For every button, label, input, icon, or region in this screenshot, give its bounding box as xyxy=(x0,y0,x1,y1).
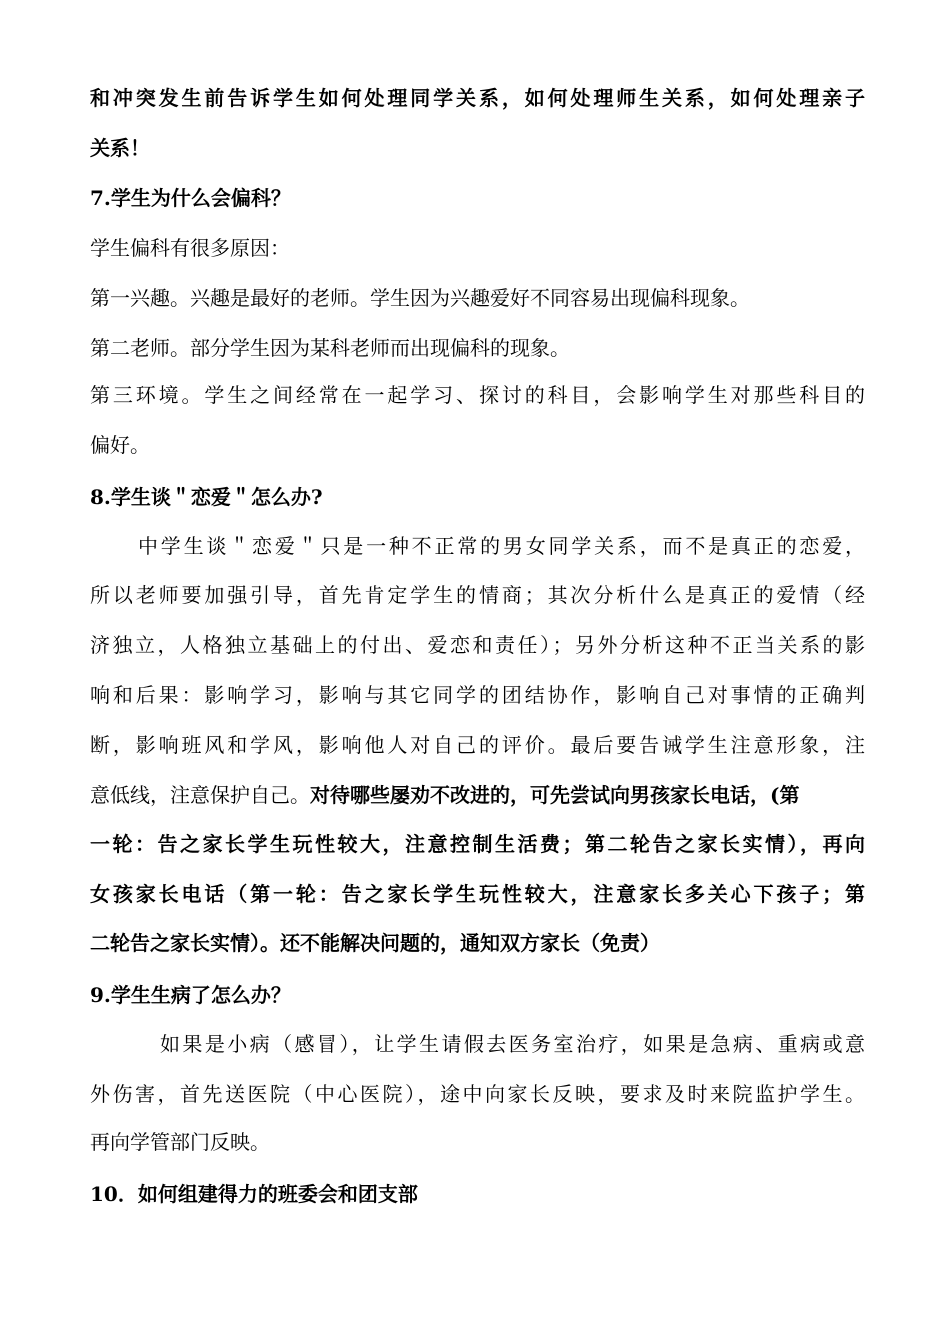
paragraph-line: 外伤害，首先送医院（中心医院），途中向家长反映，要求及时来院监护学生。 xyxy=(90,1082,865,1106)
paragraph-line: 第三环境。学生之间经常在一起学习、探讨的科目，会影响学生对那些科目的 xyxy=(90,383,865,407)
paragraph-line: 再向学管部门反映。 xyxy=(90,1130,270,1154)
paragraph-line: 一轮：告之家长学生玩性较大，注意控制生活费；第二轮告之家长实情），再向 xyxy=(90,832,865,856)
paragraph-line: 关系！ xyxy=(90,136,150,160)
normal-text: 意低线，注意保护自己。 xyxy=(90,783,310,807)
paragraph-line: 响和后果：影响学习，影响与其它同学的团结协作，影响自己对事情的正确判 xyxy=(90,683,865,707)
section-heading-10: 10．如何组建得力的班委会和团支部 xyxy=(90,1182,418,1206)
paragraph-line: 二轮告之家长实情）。还不能解决问题的，通知双方家长（免责） xyxy=(90,931,660,955)
paragraph-line: 和冲突发生前告诉学生如何处理同学关系，如何处理师生关系，如何处理亲子 xyxy=(90,86,865,110)
section-heading-8: 8.学生谈＂恋爱＂怎么办? xyxy=(90,485,323,509)
paragraph-line: 断，影响班风和学风，影响他人对自己的评价。最后要告诫学生注意形象，注 xyxy=(90,733,865,757)
paragraph-line: 第二老师。部分学生因为某科老师而出现偏科的现象。 xyxy=(90,336,570,360)
paragraph-line: 女孩家长电话（第一轮：告之家长学生玩性较大，注意家长多关心下孩子；第 xyxy=(90,882,865,906)
section-heading-7: 7.学生为什么会偏科？ xyxy=(90,186,291,210)
bold-text: 对待哪些屡劝不改进的，可先尝试向男孩家长电话，(第 xyxy=(310,783,800,807)
paragraph-line: 偏好。 xyxy=(90,433,150,457)
paragraph-line: 济独立，人格独立基础上的付出、爱恋和责任）；另外分析这种不正当关系的影 xyxy=(90,633,865,657)
paragraph-line: 所以老师要加强引导，首先肯定学生的情商；其次分析什么是真正的爱情（经 xyxy=(90,583,865,607)
paragraph-line: 学生偏科有很多原因： xyxy=(90,236,290,260)
paragraph-line: 如果是小病（感冒），让学生请假去医务室治疗，如果是急病、重病或意 xyxy=(160,1032,865,1056)
section-heading-9: 9.学生生病了怎么办？ xyxy=(90,983,291,1007)
paragraph-line: 第一兴趣。兴趣是最好的老师。学生因为兴趣爱好不同容易出现偏科现象。 xyxy=(90,286,750,310)
paragraph-line-mixed xyxy=(90,781,865,809)
paragraph-line: 中学生谈＂恋爱＂只是一种不正常的男女同学关系，而不是真正的恋爱， xyxy=(138,534,865,558)
